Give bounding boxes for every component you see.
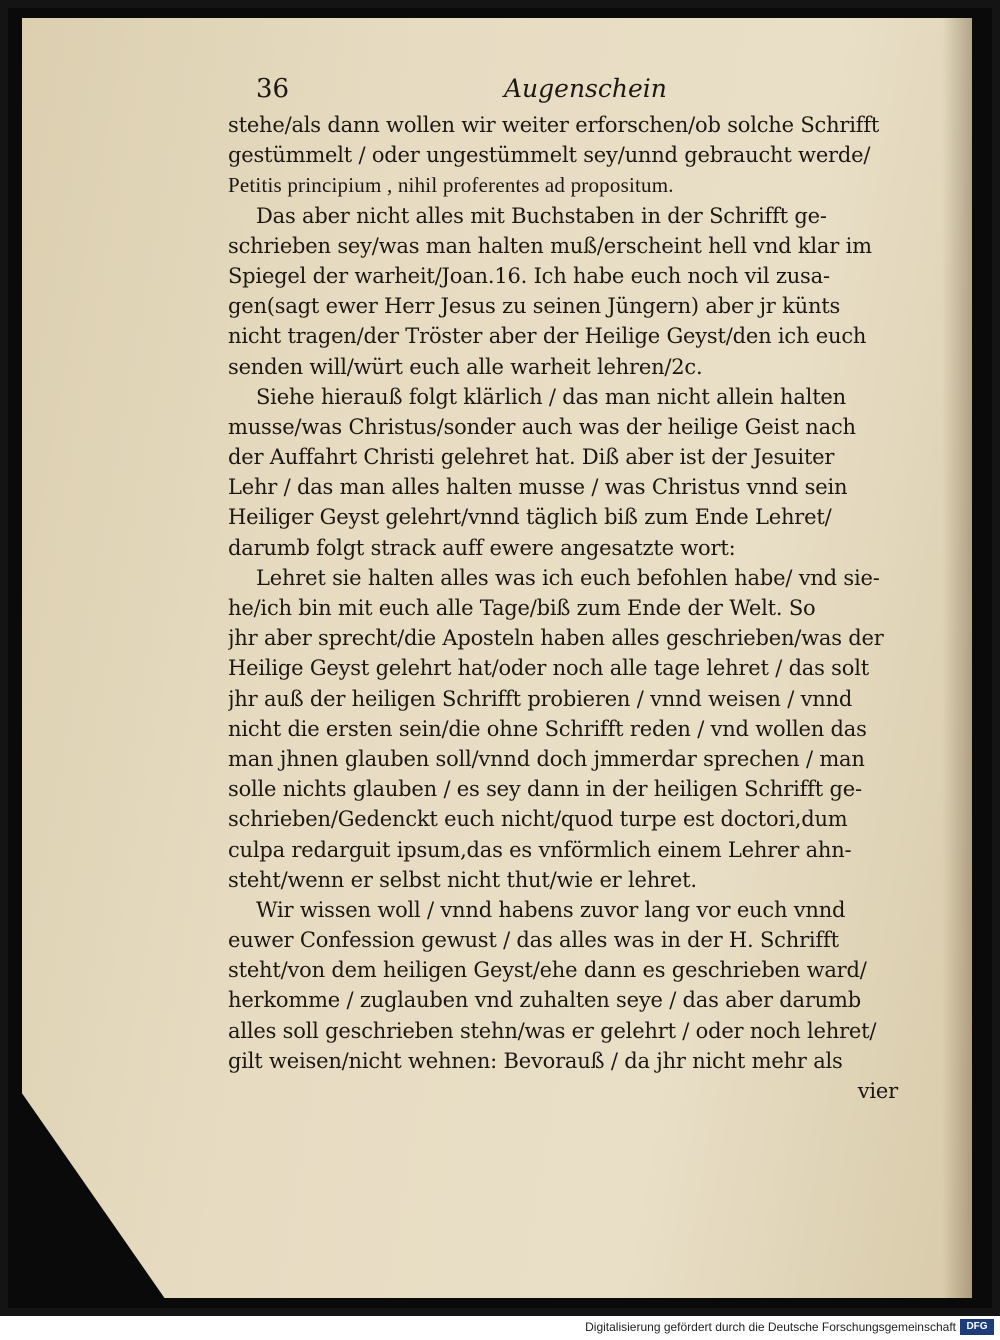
text-line: senden will/würt euch alle warheit lehren/2c. (228, 354, 703, 379)
text-line: alles soll geschrieben stehn/was er gelehrt / oder noch lehret/ (228, 1018, 877, 1043)
text-line: man jhnen glauben soll/vnnd doch jmmerdar sprechen / man (228, 746, 865, 771)
text-line: jhr aber sprecht/die Aposteln haben alles geschrieben/was der (228, 626, 884, 651)
text-line: Lehr / das man alles halten musse / was Christus vnnd sein (228, 475, 848, 500)
text-line: Wir wissen woll / vnnd habens zuvor lang vor euch vnnd (256, 897, 846, 922)
text-line: nicht die ersten sein/die ohne Schrifft reden / vnd wollen das (228, 716, 867, 741)
text-line: darumb folgt strack auff ewere angesatzte wort: (228, 535, 736, 560)
text-line: Petitis principium , nihil proferentes ad propositum. (228, 173, 674, 198)
text-line: herkomme / zuglauben vnd zuhalten seye / das aber darumb (228, 988, 861, 1013)
running-title: Augenschein (504, 74, 667, 103)
text-line: der Auffahrt Christi gelehret hat. Diß aber ist der Jesuiter (228, 445, 835, 470)
footer-bar (0, 1316, 1000, 1340)
text-line: he/ich bin mit euch alle Tage/biß zum Ende der Welt. So (228, 596, 816, 620)
running-head (228, 72, 908, 110)
text-line: schrieben sey/was man halten muß/erscheint hell vnd klar im (228, 233, 872, 258)
text-line: jhr auß der heiligen Schrifft probieren / vnnd weisen / vnnd (228, 686, 853, 711)
text-line: nicht tragen/der Tröster aber der Heilige Geyst/den ich euch (228, 324, 867, 349)
page-number: 36 (256, 74, 290, 104)
text-line: schrieben/Gedenckt euch nicht/quod turpe est doctori,dum (228, 807, 848, 832)
text-line: culpa redarguit ipsum,das es vnförmlich einem Lehrer ahn- (228, 837, 852, 862)
text-line: Lehret sie halten alles was ich euch befohlen habe/ vnd sie- (256, 565, 880, 590)
catchword: vier (857, 1079, 898, 1103)
dfg-logo: DFG (960, 1319, 994, 1335)
text-line: solle nichts glauben / es sey dann in der heiligen Schrifft ge- (228, 777, 862, 802)
text-line: Siehe hierauß folgt klärlich / das man nicht allein halten (256, 384, 846, 409)
text-line: gen(sagt ewer Herr Jesus zu seinen Jüngern) aber jr künts (228, 294, 841, 319)
page-text-block (228, 72, 908, 1106)
text-line: steht/wenn er selbst nicht thut/wie er lehret. (228, 867, 697, 892)
text-line: euwer Confession gewust / das alles was in der H. Schrifft (228, 928, 839, 953)
text-line: Heiliger Geyst gelehrt/vnnd täglich biß zum Ende Lehret/ (228, 505, 832, 530)
text-line: Spiegel der warheit/Joan.16. Ich habe euch noch vil zusa- (228, 263, 830, 288)
text-line: Heilige Geyst gelehrt hat/oder noch alle tage lehret / das solt (228, 656, 869, 681)
text-line: musse/was Christus/sonder auch was der heilige Geist nach (228, 414, 856, 439)
text-line: Das aber nicht alles mit Buchstaben in der Schrifft ge- (256, 203, 827, 228)
text-line: gilt weisen/nicht wehnen: Bevorauß / da jhr nicht mehr als (228, 1048, 843, 1073)
body-text (228, 110, 908, 1076)
text-line: gestümmelt / oder ungestümmelt sey/unnd gebraucht werde/ (228, 143, 871, 168)
footer-credit: Digitalisierung gefördert durch die Deutsche Forschungsgemeinschaft (585, 1320, 956, 1334)
text-line: stehe/als dann wollen wir weiter erforschen/ob solche Schrifft (228, 113, 880, 137)
text-line: steht/von dem heiligen Geyst/ehe dann es geschrieben ward/ (228, 958, 867, 983)
